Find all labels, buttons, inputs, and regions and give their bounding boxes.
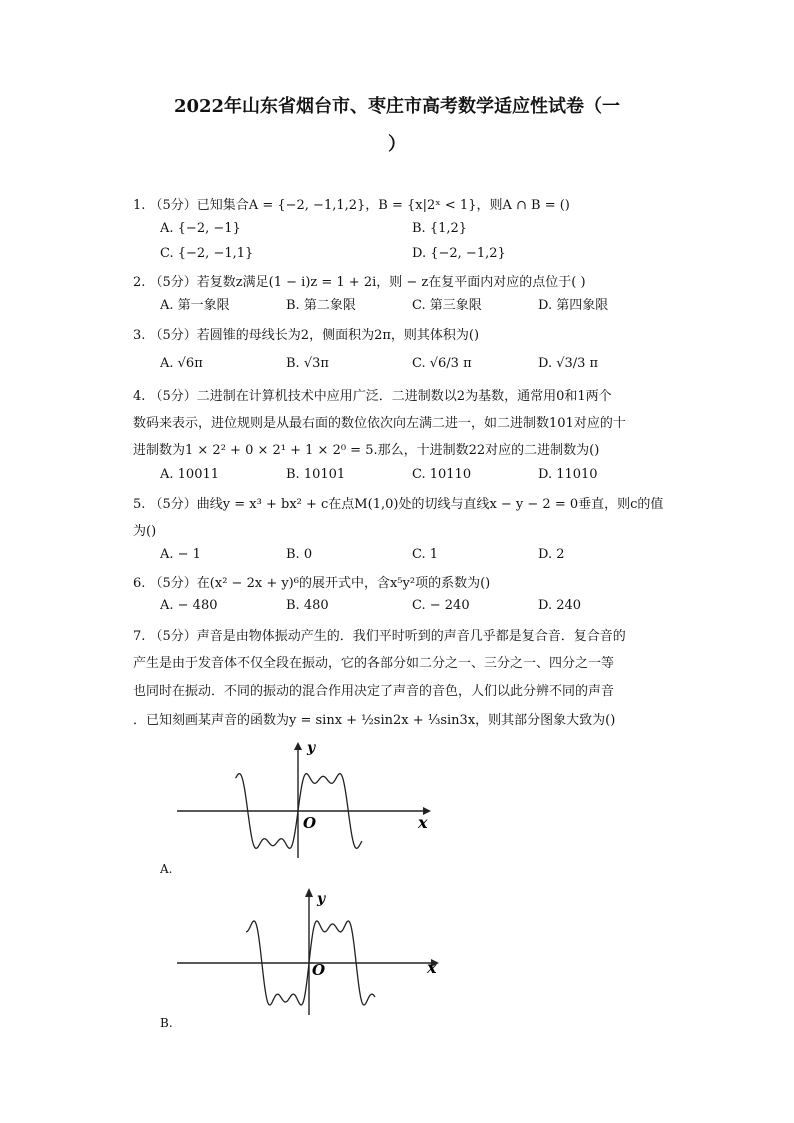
q3-option-d: D. √3/3 π <box>538 356 599 371</box>
page-title <box>0 88 794 164</box>
q3-option-c: C. √6/3 π <box>412 356 472 371</box>
question-7-stem-line-1: 7. （5分）声音是由物体振动产生的．我们平时听到的声音几乎都是复合音．复合音的 <box>133 629 626 644</box>
q6-option-b: B. 480 <box>286 598 329 613</box>
graph-b-origin-label: O <box>312 961 326 979</box>
graph-a-y-arrow-icon <box>294 742 302 750</box>
question-4-stem-line-3: 进制数为1 × 2² + 0 × 2¹ + 1 × 2⁰ = 5.那么，十进制数22对应的二进制数为() <box>133 443 600 458</box>
question-4-stem-line-1: 4. （5分）二进制在计算机技术中应用广泛．二进制数以2为基数，通常用0和1两个 <box>133 389 612 404</box>
q4-option-c: C. 10110 <box>412 467 472 482</box>
question-6-stem: 6. （5分）在(x² − 2x + y)⁶的展开式中，含x⁵y²项的系数为() <box>133 576 491 591</box>
q4-option-a: A. 10011 <box>160 467 220 482</box>
graph-a-x-label: x <box>418 813 428 832</box>
q7-option-a: A. <box>160 862 173 876</box>
q5-option-d: D. 2 <box>538 547 565 562</box>
graph-b-y-arrow-icon <box>305 888 313 897</box>
q6-option-c: C. − 240 <box>412 598 470 613</box>
graph-b <box>175 883 450 1018</box>
q2-option-d: D. 第四象限 <box>538 298 609 313</box>
q6-option-a: A. − 480 <box>160 598 218 613</box>
question-4-stem-line-2: 数码来表示，进位规则是从最右面的数位依次向左满二进一，如二进制数101对应的十 <box>133 416 626 431</box>
q2-option-b: B. 第二象限 <box>286 298 356 313</box>
q3-option-b: B. √3π <box>286 356 329 371</box>
q3-option-a: A. √6π <box>160 356 203 371</box>
q1-option-d: D. {−2, −1,2} <box>412 246 506 261</box>
graph-a-y-label: y <box>307 740 316 756</box>
q2-option-a: A. 第一象限 <box>160 298 230 313</box>
question-5-stem-line-1: 5. （5分）曲线y = x³ + bx² + c在点M(1,0)处的切线与直线x − y − 2 = 0垂直，则c的值 <box>133 497 664 512</box>
question-7-stem-line-2: 产生是由于发音体不仅全段在振动，它的各部分如二分之一、三分之一、四分之一等 <box>133 656 615 671</box>
q1-option-c: C. {−2, −1,1} <box>160 246 254 261</box>
question-7-stem-line-3: 也同时在振动．不同的振动的混合作用决定了声音的音色，人们以此分辨不同的声音 <box>133 684 615 699</box>
q2-option-c: C. 第三象限 <box>412 298 482 313</box>
question-7-stem-line-4: ．已知刻画某声音的函数为y = sinx + ½sin2x + ⅓sin3x，则其部分图象大致为() <box>133 713 616 728</box>
question-2-stem: 2. （5分）若复数z满足(1 − i)z = 1 + 2i，则 − z在复平面内对应的点位于( ) <box>133 275 586 290</box>
q6-option-d: D. 240 <box>538 598 582 613</box>
graph-b-y-label: y <box>317 891 326 907</box>
graph-a-origin-label: O <box>303 814 317 832</box>
question-3-stem: 3. （5分）若圆锥的母线长为2，侧面积为2π，则其体积为() <box>133 328 480 343</box>
q5-option-a: A. − 1 <box>160 547 201 562</box>
q4-option-d: D. 11010 <box>538 467 598 482</box>
q5-option-c: C. 1 <box>412 547 439 562</box>
q5-option-b: B. 0 <box>286 547 313 562</box>
q1-option-b: B. {1,2} <box>412 221 468 236</box>
title-line-2: ） <box>388 134 406 155</box>
q4-option-b: B. 10101 <box>286 467 346 482</box>
title-line-1: 2022年山东省烟台市、枣庄市高考数学适应性试卷（一 <box>173 96 621 117</box>
graph-a <box>175 738 445 863</box>
graph-b-x-label: x <box>427 958 437 977</box>
q1-option-a: A. {−2, −1} <box>160 221 241 236</box>
question-1-stem: 1. （5分）已知集合A = {−2, −1,1,2}，B = {x|2ˣ < 1}，则A ∩ B = () <box>133 198 570 213</box>
q7-option-b: B. <box>160 1016 173 1030</box>
question-5-stem-line-2: 为() <box>133 524 157 539</box>
